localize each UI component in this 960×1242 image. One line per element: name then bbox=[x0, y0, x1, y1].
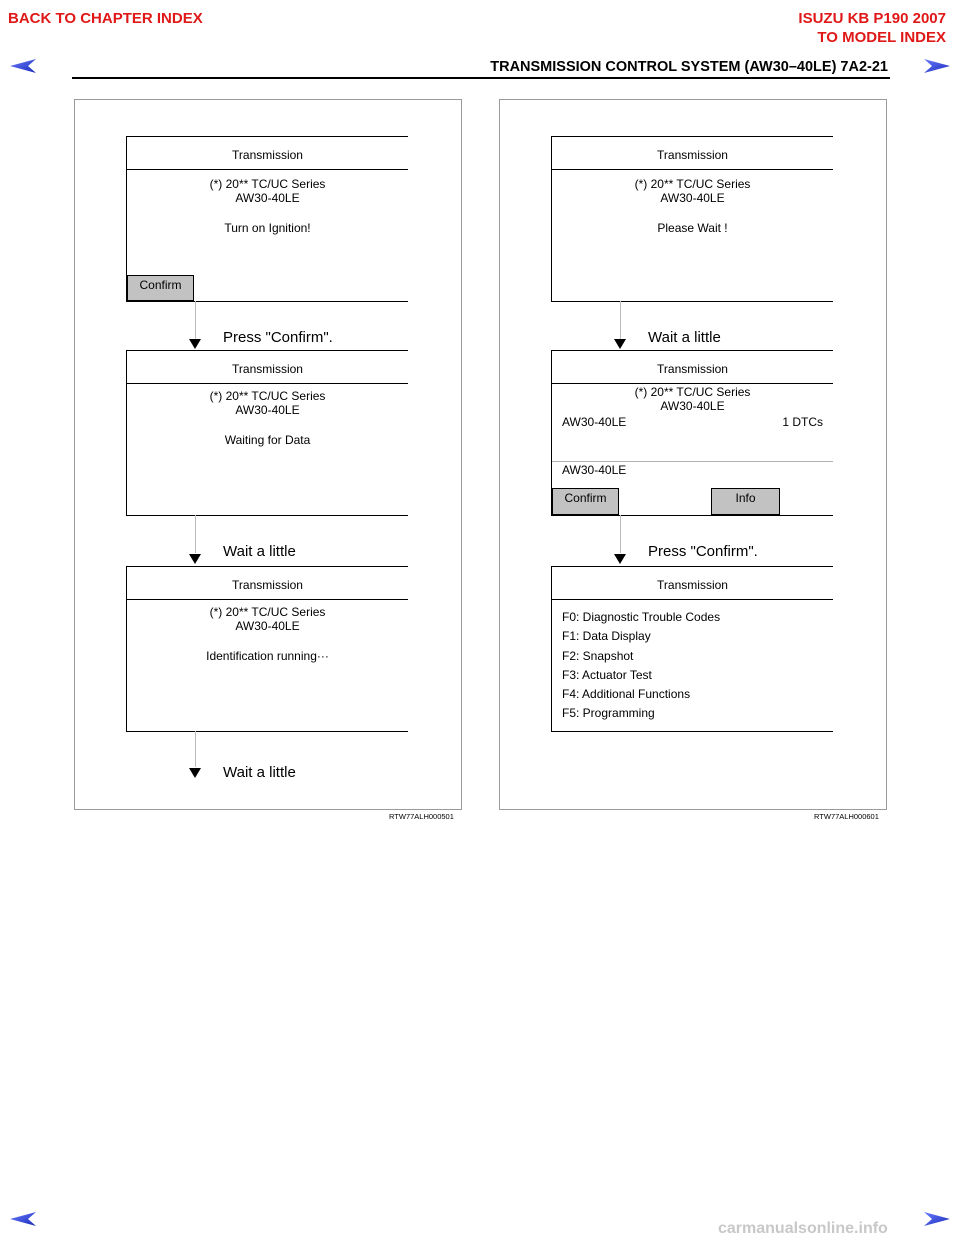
step-label: Press "Confirm". bbox=[223, 329, 333, 346]
ecu-name[interactable]: AW30-40LE bbox=[562, 463, 627, 477]
flow-line bbox=[620, 301, 621, 339]
identification-running-screen bbox=[126, 566, 408, 732]
screen-title: Transmission bbox=[552, 137, 833, 170]
screen-title: Transmission bbox=[127, 137, 408, 170]
step-label: Press "Confirm". bbox=[648, 543, 758, 560]
waiting-for-data-screen bbox=[126, 350, 408, 516]
series-text: (*) 20** TC/UC Series bbox=[634, 385, 751, 399]
series-text: (*) 20** TC/UC Series bbox=[209, 605, 326, 619]
step-label: Wait a little bbox=[223, 764, 296, 781]
watermark: carmanualsonline.info bbox=[718, 1220, 888, 1237]
flow-line bbox=[620, 515, 621, 553]
status-message: Please Wait ! bbox=[657, 221, 728, 235]
previous-page-arrow-icon[interactable] bbox=[8, 57, 38, 75]
down-arrow-icon bbox=[189, 554, 201, 564]
next-page-arrow-icon[interactable] bbox=[922, 1210, 952, 1228]
next-page-arrow-icon[interactable] bbox=[922, 57, 952, 75]
dtc-count-screen bbox=[551, 350, 833, 516]
menu-item-snapshot[interactable]: F2: Snapshot bbox=[562, 649, 634, 663]
dtc-count: 1 DTCs bbox=[782, 415, 823, 429]
series-text: (*) 20** TC/UC Series bbox=[209, 389, 326, 403]
down-arrow-icon bbox=[614, 339, 626, 349]
menu-item-diagnostic-trouble-codes[interactable]: F0: Diagnostic Trouble Codes bbox=[562, 610, 721, 624]
model-text: AW30-40LE bbox=[235, 619, 300, 633]
series-text: (*) 20** TC/UC Series bbox=[209, 177, 326, 191]
step-label: Wait a little bbox=[648, 329, 721, 346]
model-name-link[interactable]: ISUZU KB P190 2007 bbox=[798, 10, 946, 27]
info-button[interactable]: Info bbox=[711, 488, 780, 515]
confirm-button[interactable]: Confirm bbox=[127, 275, 194, 301]
figure-code: RTW77ALH000501 bbox=[389, 812, 454, 821]
screen-title: Transmission bbox=[552, 567, 833, 600]
model-text: AW30-40LE bbox=[660, 191, 725, 205]
turn-on-ignition-screen bbox=[126, 136, 408, 302]
flow-line bbox=[195, 515, 196, 553]
confirm-button[interactable]: Confirm bbox=[552, 488, 619, 515]
series-text: (*) 20** TC/UC Series bbox=[634, 177, 751, 191]
flow-line bbox=[195, 301, 196, 339]
row-divider bbox=[552, 461, 833, 462]
back-to-chapter-index-link[interactable]: BACK TO CHAPTER INDEX bbox=[8, 10, 203, 27]
header-rule bbox=[72, 77, 890, 79]
status-message: Turn on Ignition! bbox=[224, 221, 311, 235]
to-model-index-link[interactable]: TO MODEL INDEX bbox=[817, 29, 946, 46]
step-label: Wait a little bbox=[223, 543, 296, 560]
down-arrow-icon bbox=[189, 339, 201, 349]
down-arrow-icon bbox=[189, 768, 201, 778]
please-wait-screen bbox=[551, 136, 833, 302]
function-menu-screen bbox=[551, 566, 833, 732]
screen-title: Transmission bbox=[127, 351, 408, 384]
screen-title: Transmission bbox=[127, 567, 408, 600]
model-text: AW30-40LE bbox=[235, 191, 300, 205]
status-message: Identification running··· bbox=[206, 649, 329, 663]
figure-code: RTW77ALH000601 bbox=[814, 812, 879, 821]
menu-item-actuator-test[interactable]: F3: Actuator Test bbox=[562, 668, 652, 682]
down-arrow-icon bbox=[614, 554, 626, 564]
flow-line bbox=[195, 731, 196, 767]
model-text: AW30-40LE bbox=[235, 403, 300, 417]
status-message: Waiting for Data bbox=[224, 433, 311, 447]
menu-item-data-display[interactable]: F1: Data Display bbox=[562, 629, 651, 643]
ecu-name[interactable]: AW30-40LE bbox=[562, 415, 627, 429]
previous-page-arrow-icon[interactable] bbox=[8, 1210, 38, 1228]
model-text: AW30-40LE bbox=[660, 399, 725, 413]
menu-item-programming[interactable]: F5: Programming bbox=[562, 706, 655, 720]
screen-title: Transmission bbox=[552, 351, 833, 384]
menu-item-additional-functions[interactable]: F4: Additional Functions bbox=[562, 687, 691, 701]
section-title: TRANSMISSION CONTROL SYSTEM (AW30–40LE) 7A2-21 bbox=[490, 59, 888, 75]
